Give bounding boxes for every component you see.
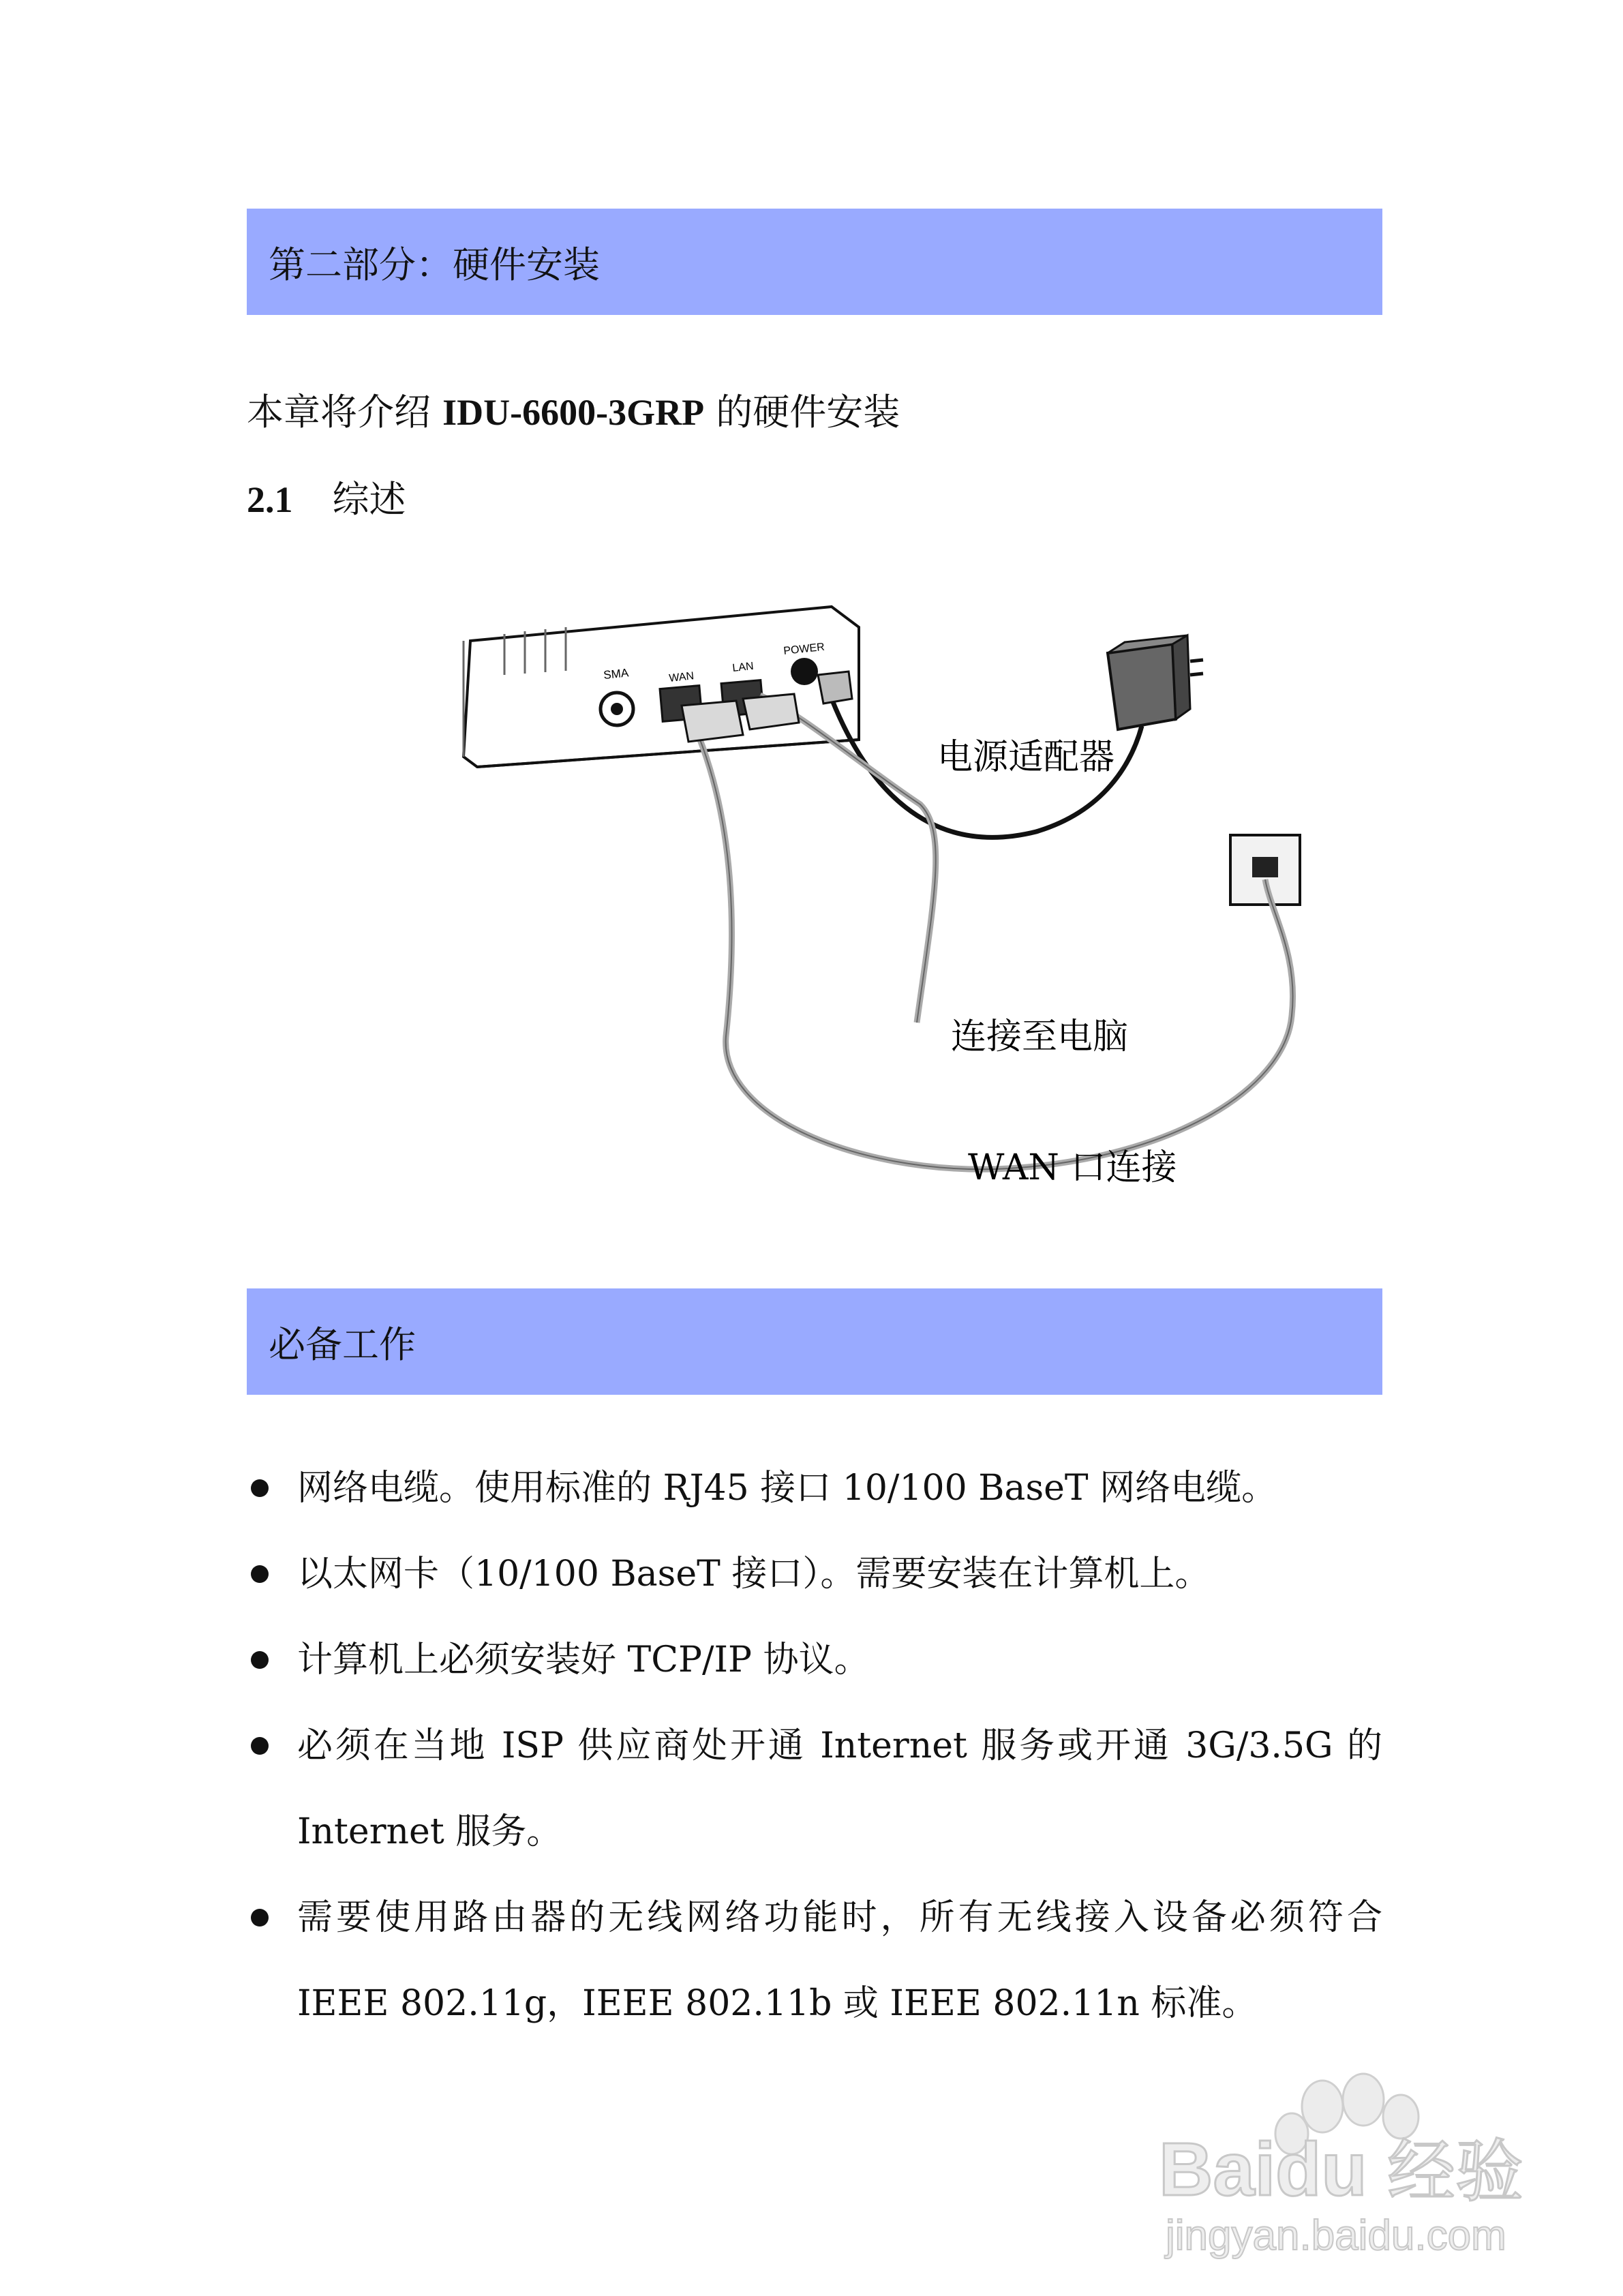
- list-item: [247, 1703, 1382, 1875]
- to-pc-label: 连接至电脑: [951, 1016, 1129, 1057]
- list-item: [247, 1875, 1382, 2046]
- watermark-brand: Baidu: [1159, 2128, 1367, 2211]
- watermark-url: jingyan.baidu.com: [1166, 2212, 1506, 2259]
- power-adapter-label: 电源适配器: [937, 737, 1115, 778]
- prerequisites-list: [247, 1445, 1382, 2046]
- hardware-connection-diagram: [450, 559, 1350, 1227]
- list-item-text: 需要使用路由器的无线网络功能时，所有无线接入设备必须符合 IEEE 802.11g，IEEE 802.11b 或 IEEE 802.11n 标准。: [297, 1897, 1382, 2024]
- list-item: [247, 1445, 1382, 1531]
- list-item-text: 以太网卡（10/100 BaseT 接口）。需要安装在计算机上。: [297, 1554, 1211, 1595]
- chapter-intro: [247, 385, 900, 440]
- sma-port-label: SMA: [603, 666, 630, 682]
- watermark-product: 经验: [1387, 2132, 1523, 2211]
- subheading-number: 2.1: [247, 479, 293, 520]
- wan-cable-edge: [699, 736, 1293, 1169]
- bullet-icon: [251, 1737, 269, 1755]
- section-header-prerequisites: [247, 1288, 1382, 1395]
- list-item-text: 计算机上必须安装好 TCP/IP 协议。: [297, 1640, 870, 1680]
- wan-cable: [699, 736, 1293, 1169]
- list-item-text: 必须在当地 ISP 供应商处开通 Internet 服务或开通 3G/3.5G 的 Internet 服务。: [297, 1725, 1382, 1852]
- list-item-text: 网络电缆。使用标准的 RJ45 接口 10/100 BaseT 网络电缆。: [297, 1468, 1277, 1509]
- wall-jack: [1230, 835, 1300, 905]
- power-adapter: [1108, 635, 1203, 729]
- section-header-hardware: [247, 209, 1382, 315]
- list-item: [247, 1617, 1382, 1703]
- intro-model: IDU-6600-3GRP: [442, 392, 705, 433]
- intro-prefix: 本章将介绍: [247, 391, 443, 434]
- list-item: [247, 1531, 1382, 1617]
- lan-port-label: LAN: [731, 660, 755, 674]
- bullet-icon: [251, 1565, 269, 1583]
- wan-port-label: WAN: [668, 670, 695, 684]
- subheading-title: 综述: [332, 478, 406, 521]
- router-device: [464, 607, 859, 767]
- sma-port: [601, 666, 633, 725]
- baidu-jingyan-watermark: [1152, 2059, 1534, 2263]
- intro-suffix: 的硬件安装: [704, 391, 900, 434]
- bullet-icon: [251, 1651, 269, 1669]
- wan-connection-label: WAN 口连接: [968, 1147, 1177, 1188]
- section-title-prerequisites: 必备工作: [269, 1323, 416, 1366]
- power-port-label: POWER: [783, 641, 825, 657]
- subheading-overview: [247, 472, 406, 527]
- bullet-icon: [251, 1479, 269, 1497]
- bullet-icon: [251, 1909, 269, 1927]
- section-title-hardware: 第二部分：硬件安装: [269, 243, 600, 286]
